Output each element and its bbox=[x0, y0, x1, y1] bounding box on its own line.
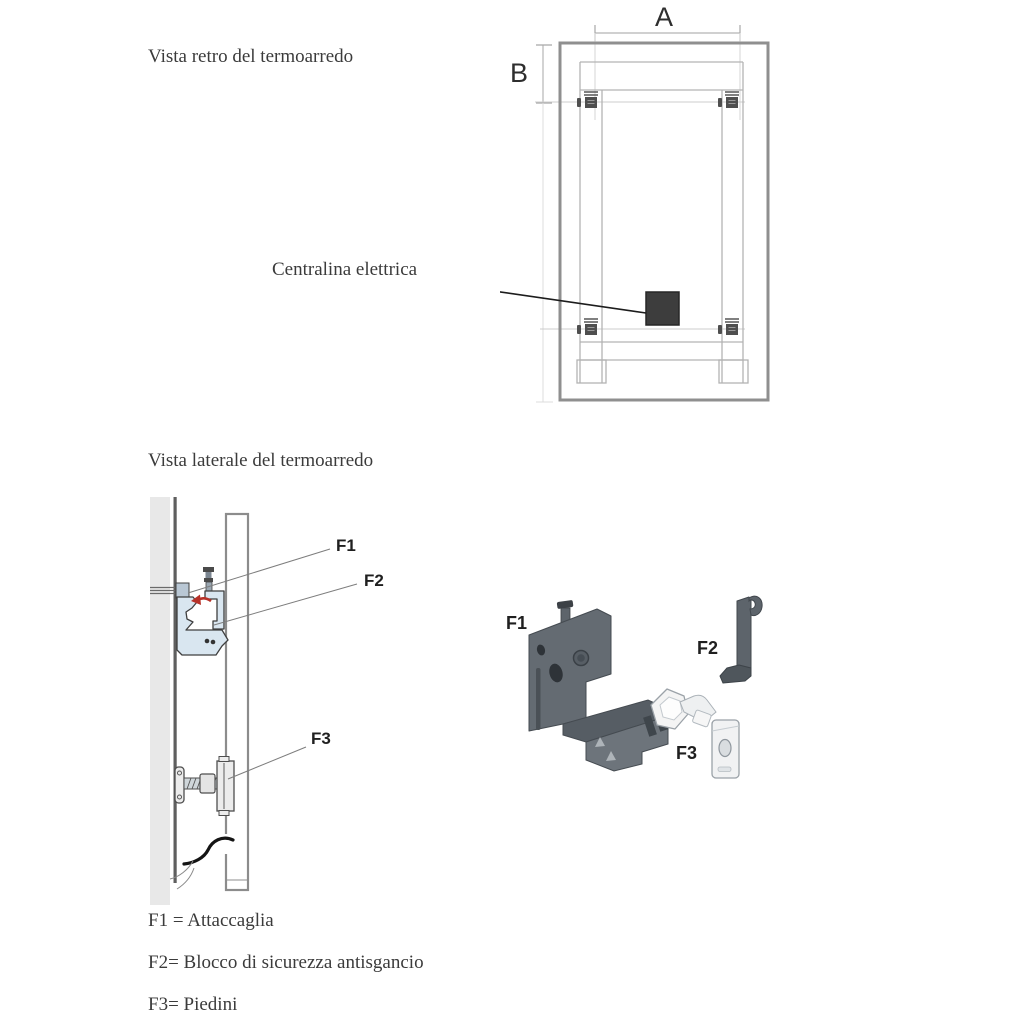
radiator-tube bbox=[226, 514, 248, 890]
dimension-a-label: A bbox=[655, 2, 674, 32]
wall-surface-line bbox=[174, 497, 177, 883]
side-view-leader-lines bbox=[188, 549, 357, 779]
radiator-body-outline bbox=[560, 43, 768, 400]
legend-item-f3: F3= Piedini bbox=[148, 994, 238, 1015]
side-view-title: Vista laterale del termoarredo bbox=[148, 450, 374, 471]
radiator-inner-frame bbox=[577, 62, 748, 383]
dimension-b-lines bbox=[535, 45, 745, 402]
wall-section bbox=[150, 497, 170, 905]
side-label-f2: F2 bbox=[364, 571, 384, 590]
parts-3d-diagram bbox=[490, 585, 780, 800]
side-label-f3: F3 bbox=[311, 729, 331, 748]
dimension-b-label: B bbox=[510, 58, 529, 88]
legend-item-f1: F1 = Attaccaglia bbox=[148, 910, 274, 931]
part-label-f1: F1 bbox=[506, 613, 528, 633]
power-cable bbox=[170, 834, 233, 889]
part-label-f2: F2 bbox=[697, 638, 719, 658]
rear-view-diagram bbox=[500, 0, 792, 432]
part-f1-hanger-bracket bbox=[529, 600, 668, 771]
control-unit-box bbox=[646, 292, 679, 325]
side-view-diagram bbox=[145, 490, 407, 915]
rear-view-title: Vista retro del termoarredo bbox=[148, 46, 354, 67]
side-label-f1: F1 bbox=[336, 536, 356, 555]
legend-item-f2: F2= Blocco di sicurezza antisgancio bbox=[148, 952, 424, 973]
foot-assembly-f3 bbox=[175, 757, 234, 816]
part-f2-safety-hook bbox=[720, 596, 762, 683]
part-label-f3: F3 bbox=[676, 743, 698, 763]
control-unit-leader-line bbox=[500, 283, 646, 313]
control-unit-callout-label: Centralina elettrica bbox=[272, 259, 418, 280]
